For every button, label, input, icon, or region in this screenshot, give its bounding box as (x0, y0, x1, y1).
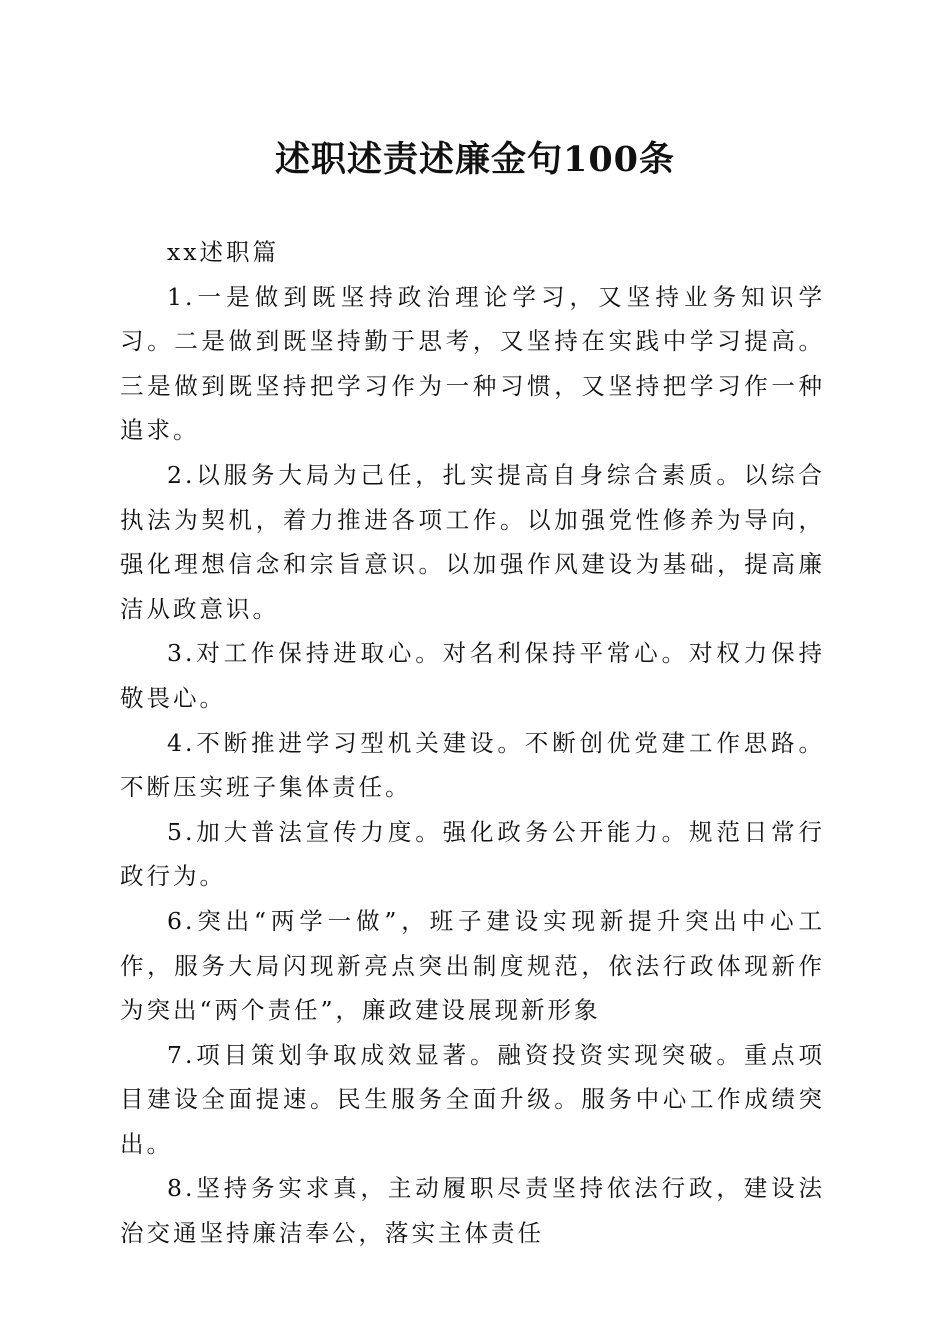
document-body (120, 230, 825, 1256)
section-heading: xx述职篇 (167, 238, 280, 266)
paragraph-2: 2.以服务大局为己任，扎实提高自身综合素质。以综合执法为契机，着力推进各项工作。以加强党性修养为导向，强化理想信念和宗旨意识。以加强作风建设为基础，提高廉洁从政意识。 (120, 460, 825, 623)
paragraph-6: 6.突出“两学一做”，班子建设实现新提升突出中心工作，服务大局闪现新亮点突出制度规范，依法行政体现新作为突出“两个责任”，廉政建设展现新形象 (120, 906, 825, 1025)
paragraph-3: 3.对工作保持进取心。对名利保持平常心。对权力保持敬畏心。 (120, 639, 825, 712)
paragraph-8: 8.坚持务实求真，主动履职尽责坚持依法行政，建设法治交通坚持廉洁奉公，落实主体责任 (120, 1174, 825, 1248)
paragraph-7: 7.项目策划争取成效显著。融资投资实现突破。重点项目建设全面提速。民生服务全面升级。服务中心工作成绩突出。 (120, 1040, 825, 1158)
paragraph-1: 1.一是做到既坚持政治理论学习，又坚持业务知识学习。二是做到既坚持勤于思考，又坚持在实践中学习提高。三是做到既坚持把学习作为一种习惯，又坚持把学习作一种追求。 (120, 282, 825, 445)
paragraph-4: 4.不断推进学习型机关建设。不断创优党建工作思路。不断压实班子集体责任。 (120, 728, 825, 802)
document-title: 述职述责述廉金句100条 (274, 139, 676, 180)
paragraph-5: 5.加大普法宣传力度。强化政务公开能力。规范日常行政行为。 (120, 817, 825, 891)
